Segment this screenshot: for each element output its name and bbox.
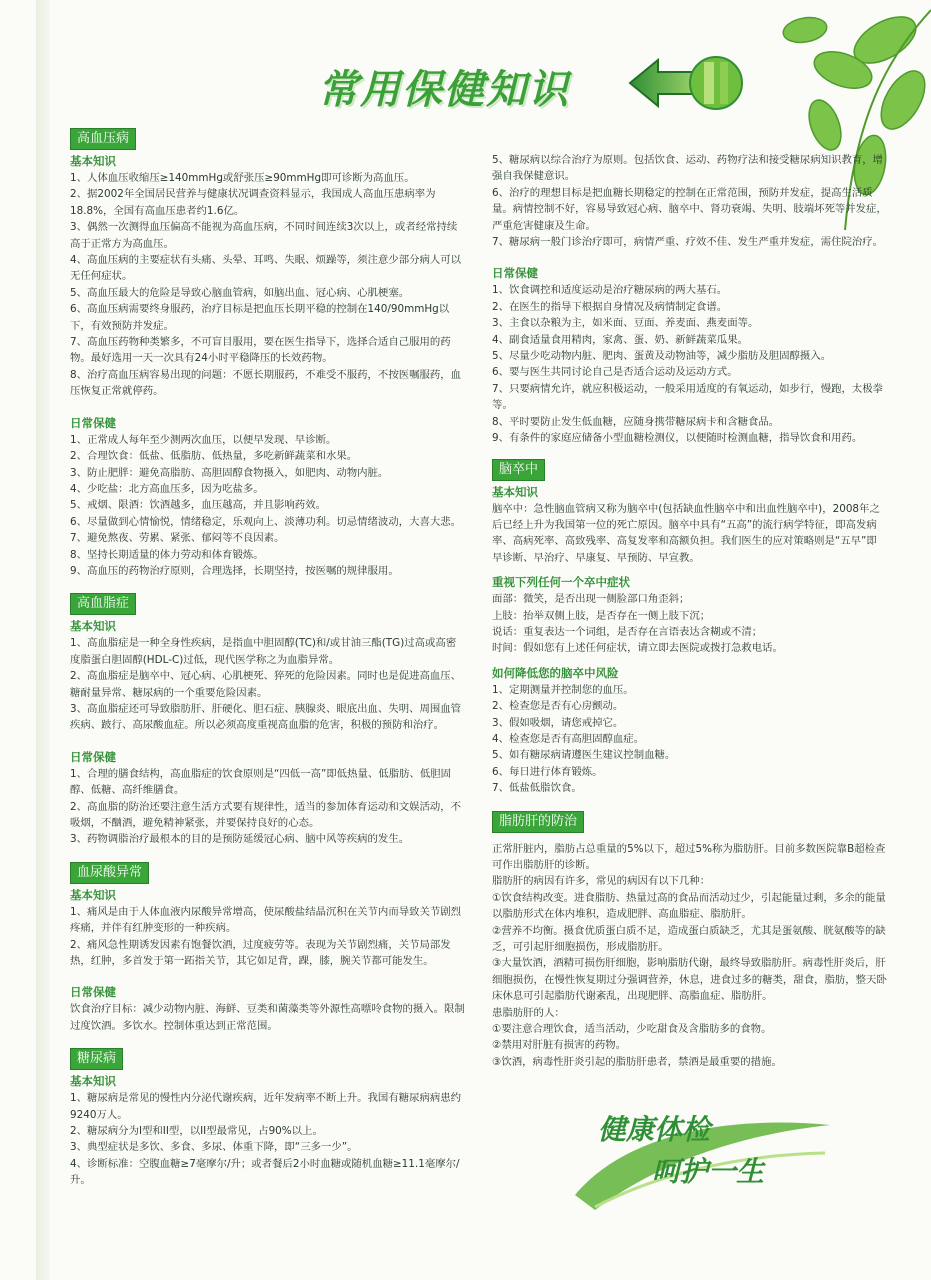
text-line: 上肢：抬举双侧上肢，是否存在一侧上肢下沉； [492, 609, 711, 622]
text-line: 6、高血压病需要终身服药，治疗目标是把血压长期平稳的控制在140/90mmHg以下，有效预防并发症。 [70, 303, 450, 332]
text-line: 3、药物调脂治疗最根本的目的是预防延缓冠心病、脑中风等疾病的发生。 [70, 833, 410, 846]
text-line: ③饮酒，病毒性肝炎引起的脂肪肝患者，禁酒是最重要的措施。 [492, 1055, 782, 1068]
text-line: 3、典型症状是多饮、多食、多尿、体重下降，即“三多一少”。 [70, 1141, 358, 1154]
text-line: 8、坚持长期适量的体力劳动和体育锻炼。 [70, 548, 264, 561]
text-line: 5、如有糖尿病请遵医生建议控制血糖。 [492, 749, 676, 762]
text-line: 6、要与医生共同讨论自己是否适合运动及运动方式。 [492, 366, 738, 379]
text-line: 4、副食适量食用精肉，家禽、蛋、奶、新鲜蔬菜瓜果。 [492, 333, 748, 346]
subheading-care: 日常保健 [70, 985, 116, 1000]
text-line: 7、只要病情允许，就应积极运动，一般采用适度的有氧运动，如步行，慢跑，太极拳等。 [492, 382, 884, 412]
subheading-basics: 基本知识 [70, 1074, 116, 1089]
text-line: 5、戒烟、限酒：饮酒越多，血压越高，并且影响药效。 [70, 499, 326, 512]
text-line: 9、高血压的药物治疗原则，合理选择，长期坚持，按医嘱的规律服用。 [70, 564, 399, 577]
subheading-care: 日常保健 [70, 415, 116, 430]
left-edge-band [36, 0, 50, 1280]
text-line: ①饮食结构改变。进食脂肪、热量过高的食品而活动过少，引起能量过剩，多余的能量以脂肪形式在体内堆积，造成肥胖、高血脂症、脂肪肝。 [492, 891, 886, 921]
text-line: 5、尽量少吃动物内脏、肥肉、蛋黄及动物油等，减少脂肪及胆固醇摄入。 [492, 350, 832, 363]
text-line: 1、定期测量并控制您的血压。 [492, 683, 634, 696]
text-line: 1、饮食调控和适度运动是治疗糖尿病的两大基石。 [492, 284, 728, 297]
text-line: 4、少吃盐：北方高血压多，因为吃盐多。 [70, 482, 264, 495]
subheading-reduce-risk: 如何降低您的脑卒中风险 [492, 665, 619, 680]
text-line: 1、糖尿病是常见的慢性内分泌代谢疾病，近年发病率不断上升。我国有糖尿病病患约9240万人。 [70, 1092, 462, 1121]
subheading-symptoms: 重视下列任何一个卒中症状 [492, 575, 630, 590]
text-line: 患脂肪肝的人： [492, 1006, 565, 1019]
text-line: 1、人体血压收缩压≥140mmHg或舒张压≥90mmHg即可诊断为高血压。 [70, 172, 415, 184]
left-column [70, 122, 465, 1189]
subheading-care: 日常保健 [492, 266, 538, 281]
text-line: 3、高血脂症还可导致脂肪肝、肝硬化、胆石症、胰腺炎、眼底出血、失明、周围血管疾病、跛行、高尿酸血症。所以必须高度重视高血脂的危害，积极的预防和治疗。 [70, 702, 462, 732]
text-line: 3、防止肥胖：避免高脂肪、高胆固醇食物摄入，如肥肉、动物内脏。 [70, 466, 389, 479]
subheading-basics: 基本知识 [70, 619, 116, 634]
right-column [492, 152, 887, 1070]
section-title-hyperuricemia: 血尿酸异常 [70, 862, 149, 884]
text-line: 7、低盐低脂饮食。 [492, 782, 582, 795]
text-line: 1、正常成人每年至少测两次血压，以便早发现、早诊断。 [70, 433, 337, 446]
text-line: 4、高血压病的主要症状有头痛、头晕、耳鸣、失眠、烦躁等，须注意少部分病人可以无任何症状。 [70, 254, 462, 283]
arrow-icon [628, 56, 748, 110]
text-line: 1、合理的膳食结构，高血脂症的饮食原则是“四低一高”即低热量、低脂肪、低胆固醇、低糖、高纤维膳食。 [70, 767, 452, 797]
text-line: 9、有条件的家庭应储备小型血糖检测仪，以便随时检测血糖，指导饮食和用药。 [492, 432, 863, 445]
text-line: 6、每日进行体育锻炼。 [492, 765, 603, 778]
subheading-care: 日常保健 [70, 749, 116, 764]
slogan-line-2: 呵护一生 [652, 1155, 765, 1188]
text-line: ③大量饮酒，酒精可损伤肝细胞，影响脂肪代谢，最终导致脂肪肝。病毒性肝炎后，肝细胞损伤，在慢性恢复期过分强调营养，休息，进食过多的糖类，甜食，脂肪，整天卧床休息可引起脂肪代谢紊乱，出现肥胖、高脂血症、脂肪肝。 [492, 957, 887, 1003]
text-line: 说话：重复表达一个词组，是否存在言语表达含糊或不清； [492, 625, 763, 638]
text-line: 时间：假如您有上述任何症状，请立即去医院或拨打急救电话。 [492, 642, 783, 655]
text-line: 2、据2002年全国居民营养与健康状况调查资料显示，我国成人高血压患病率为18.8%，全国有高血压患者约1.6亿。 [70, 188, 436, 217]
text-line: ①要注意合理饮食，适当活动，少吃甜食及含脂肪多的食物。 [492, 1023, 772, 1036]
text-line: 4、诊断标准：空腹血糖≥7毫摩尔/升；或者餐后2小时血糖或随机血糖≥11.1毫摩尔/升。 [70, 1157, 460, 1187]
text-line: 3、主食以杂粮为主，如米面、豆面、养麦面、燕麦面等。 [492, 317, 759, 330]
subheading-basics: 基本知识 [492, 484, 538, 499]
text-line: 2、痛风急性期诱发因素有饱餐饮酒，过度疲劳等。表现为关节剧烈痛，关节局部发热，红肿，多首发于第一跖指关节，其它如足背，踝，膝，腕关节都可能发生。 [70, 938, 451, 968]
text-line: 3、偶然一次测得血压偏高不能视为高血压病，不同时间连续3次以上，或者经常持续高于正常方为高血压。 [70, 221, 458, 250]
text-line: 8、平时要防止发生低血糖，应随身携带糖尿病卡和含糖食品。 [492, 415, 780, 428]
text-line: 2、在医生的指导下根据自身情况及病情制定食谱。 [492, 300, 728, 313]
text-line: 2、高血脂症是脑卒中、冠心病、心肌梗死、猝死的危险因素。同时也是促进高血压、糖耐量异常、糖尿病的一个重要危险因素。 [70, 670, 462, 699]
text-line: 1、高血脂症是一种全身性疾病，是指血中胆固醇(TC)和/或甘油三酯(TG)过高或高密度脂蛋白胆固醇(HDL-C)过低，现代医学称之为血脂异常。 [70, 637, 457, 666]
text-line: 脑卒中：急性脑血管病又称为脑卒中(包括缺血性脑卒中和出血性脑卒中)，2008年之后已经上升为我国第一位的死亡原因。脑卒中具有“五高”的流行病学特征，即高发病率、高病死率、高致残率、高复发率和高额负担。我们医生的应对策略则是“五早”即早诊断、早治疗、早康复、早预防、早宣教。 [492, 502, 880, 564]
text-line: 2、高血脂的防治还要注意生活方式要有规律性，适当的参加体育运动和文娱活动，不吸烟，不酗酒，避免精神紧张，并要保持良好的心态。 [70, 800, 462, 829]
text-line: 面部：微笑，是否出现一侧脸部口角歪斜； [492, 593, 690, 606]
text-line: 5、高血压最大的危险是导致心脑血管病，如脑出血、冠心病、心肌梗塞。 [70, 286, 410, 299]
text-line: 7、高血压药物种类繁多，不可盲目服用，要在医生指导下，选择合适自己服用的药物。最好选用一天一次具有24小时平稳降压的长效药物。 [70, 336, 451, 365]
text-line: 2、检查您是否有心房颤动。 [492, 700, 624, 713]
text-line: 饮食治疗目标：减少动物内脏、海鲜、豆类和菌藻类等外源性高嘌呤食物的摄入。限制过度饮酒。多饮水。控制体重达到正常范围。 [70, 1003, 465, 1032]
text-line: 7、避免熬夜、劳累、紧张、郁闷等不良因素。 [70, 532, 285, 545]
subheading-basics: 基本知识 [70, 887, 116, 902]
text-line: 5、糖尿病以综合治疗为原则。包括饮食、运动、药物疗法和接受糖尿病知识教育，增强自我保健意识。 [492, 154, 884, 183]
text-line: 3、假如吸烟，请您戒掉它。 [492, 716, 624, 729]
text-line: 7、糖尿病一般门诊治疗即可，病情严重、疗效不佳、发生严重并发症，需住院治疗。 [492, 236, 884, 249]
text-line: 2、糖尿病分为I型和II型，以II型最常见，占90%以上。 [70, 1125, 323, 1138]
section-title-hypertension: 高血压病 [70, 128, 136, 150]
text-line: 6、治疗的理想目标是把血糖长期稳定的控制在正常范围，预防并发症，提高生活质量。病情控制不好，容易导致冠心病、脑卒中、肾功衰竭、失明、肢端坏死等并发症，严重危害健康及生命。 [492, 186, 887, 232]
text-line: 2、合理饮食：低盐、低脂肪、低热量，多吃新鲜蔬菜和水果。 [70, 450, 358, 463]
text-line: 1、痛风是由于人体血液内尿酸异常增高，使尿酸盐结晶沉积在关节内而导致关节剧烈疼痛，并伴有红肿变形的一种疾病。 [70, 905, 462, 935]
section-title-stroke: 脑卒中 [492, 459, 545, 481]
text-line: ②禁用对肝脏有损害的药物。 [492, 1039, 627, 1052]
section-title-diabetes: 糖尿病 [70, 1048, 123, 1070]
text-line: 6、尽量做到心情愉悦，情绪稳定，乐观向上、淡薄功利。切忌情绪波动，大喜大悲。 [70, 515, 462, 528]
text-line: 8、治疗高血压病容易出现的问题：不愿长期服药，不难受不服药，不按医嘱服药，血压恢复正常就停药。 [70, 368, 462, 398]
slogan-line-1: 健康体检 [598, 1113, 711, 1146]
text-line: 脂肪肝的病因有许多，常见的病因有以下几种： [492, 875, 711, 888]
text-line: 4、检查您是否有高胆固醇血症。 [492, 732, 645, 745]
text-line: ②营养不均衡。摄食优质蛋白质不足，造成蛋白质缺乏，尤其是蛋氨酸、胱氨酸等的缺乏，可引起肝细胞损伤，形成脂肪肝。 [492, 924, 886, 954]
page-title: 常用保健知识 [318, 67, 570, 113]
section-title-hyperlipidemia: 高血脂症 [70, 593, 136, 615]
text-line: 正常肝脏内，脂肪占总重量的5%以下，超过5%称为脂肪肝。目前多数医院靠B超检查可作出脂肪肝的诊断。 [492, 842, 886, 871]
subheading-basics: 基本知识 [70, 154, 116, 168]
section-title-fatty-liver: 脂肪肝的防治 [492, 811, 584, 833]
